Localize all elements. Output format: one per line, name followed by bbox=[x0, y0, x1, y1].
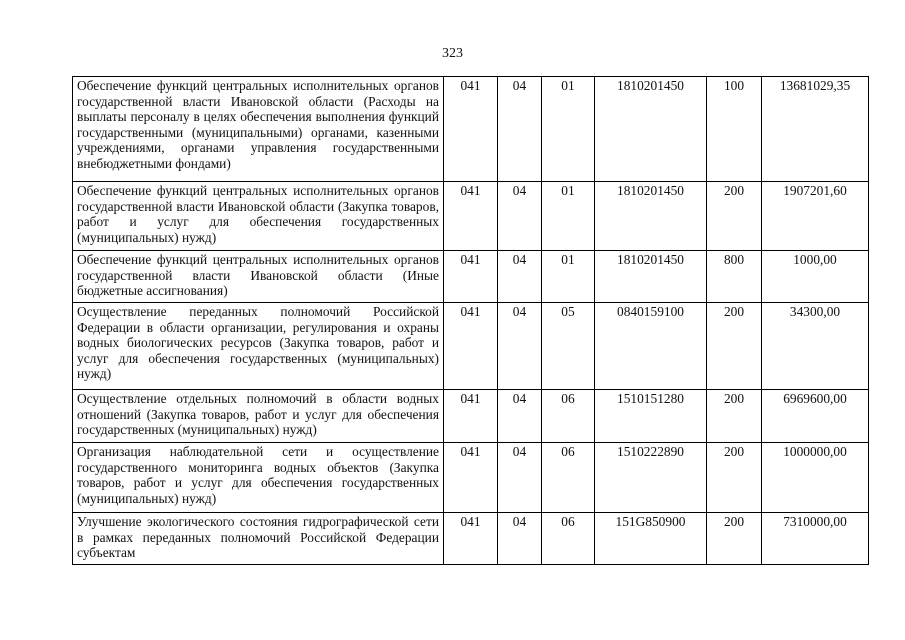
row-description: Обеспечение функций центральных исполнительных органов государственной власти Ивановской области (Закупка товаров, работ и услуг для обеспечения государственных (муниципальных) нужд) bbox=[73, 182, 444, 251]
ministry-code: 041 bbox=[444, 182, 498, 251]
ministry-code: 041 bbox=[444, 303, 498, 390]
budget-table bbox=[72, 76, 869, 565]
amount: 13681029,35 bbox=[762, 77, 869, 182]
subsection-code: 06 bbox=[542, 443, 595, 513]
target-article-code: 1810201450 bbox=[595, 77, 707, 182]
amount: 1000,00 bbox=[762, 251, 869, 303]
ministry-code: 041 bbox=[444, 513, 498, 565]
target-article-code: 1810201450 bbox=[595, 182, 707, 251]
expense-type-code: 200 bbox=[707, 513, 762, 565]
amount: 1907201,60 bbox=[762, 182, 869, 251]
ministry-code: 041 bbox=[444, 390, 498, 443]
table-row bbox=[73, 443, 869, 513]
section-code: 04 bbox=[498, 390, 542, 443]
target-article-code: 1810201450 bbox=[595, 251, 707, 303]
expense-type-code: 200 bbox=[707, 182, 762, 251]
row-description: Организация наблюдательной сети и осуществление государственного мониторинга водных объектов (Закупка товаров, работ и услуг для обеспечения государственных (муниципальных) нужд) bbox=[73, 443, 444, 513]
section-code: 04 bbox=[498, 303, 542, 390]
row-description: Обеспечение функций центральных исполнительных органов государственной власти Ивановской области (Расходы на выплаты персоналу в целях обеспечения выполнения функций государственными (муниципальными) органами, казенными учреждениями, органами управления государственными внебюджетными фондами) bbox=[73, 77, 444, 182]
target-article-code: 0840159100 bbox=[595, 303, 707, 390]
subsection-code: 06 bbox=[542, 513, 595, 565]
table-row bbox=[73, 513, 869, 565]
ministry-code: 041 bbox=[444, 251, 498, 303]
row-description: Обеспечение функций центральных исполнительных органов государственной власти Ивановской области (Иные бюджетные ассигнования) bbox=[73, 251, 444, 303]
section-code: 04 bbox=[498, 77, 542, 182]
target-article-code: 1510151280 bbox=[595, 390, 707, 443]
row-description: Улучшение экологического состояния гидрографической сети в рамках переданных полномочий Российской Федерации субъектам bbox=[73, 513, 444, 565]
ministry-code: 041 bbox=[444, 443, 498, 513]
table-row bbox=[73, 303, 869, 390]
table-row bbox=[73, 77, 869, 182]
amount: 1000000,00 bbox=[762, 443, 869, 513]
row-description: Осуществление переданных полномочий Российской Федерации в области организации, регулирования и охраны водных биологических ресурсов (Закупка товаров, работ и услуг для обеспечения государственных (муниципальных) нужд) bbox=[73, 303, 444, 390]
table-row bbox=[73, 251, 869, 303]
amount: 6969600,00 bbox=[762, 390, 869, 443]
page-number: 323 bbox=[442, 46, 463, 61]
table-row bbox=[73, 390, 869, 443]
target-article-code: 151G850900 bbox=[595, 513, 707, 565]
expense-type-code: 200 bbox=[707, 390, 762, 443]
section-code: 04 bbox=[498, 182, 542, 251]
amount: 34300,00 bbox=[762, 303, 869, 390]
table-body bbox=[73, 77, 869, 565]
ministry-code: 041 bbox=[444, 77, 498, 182]
subsection-code: 06 bbox=[542, 390, 595, 443]
subsection-code: 01 bbox=[542, 77, 595, 182]
subsection-code: 01 bbox=[542, 182, 595, 251]
expense-type-code: 100 bbox=[707, 77, 762, 182]
expense-type-code: 800 bbox=[707, 251, 762, 303]
table-row bbox=[73, 182, 869, 251]
subsection-code: 01 bbox=[542, 251, 595, 303]
expense-type-code: 200 bbox=[707, 303, 762, 390]
subsection-code: 05 bbox=[542, 303, 595, 390]
amount: 7310000,00 bbox=[762, 513, 869, 565]
section-code: 04 bbox=[498, 513, 542, 565]
target-article-code: 1510222890 bbox=[595, 443, 707, 513]
expense-type-code: 200 bbox=[707, 443, 762, 513]
section-code: 04 bbox=[498, 443, 542, 513]
row-description: Осуществление отдельных полномочий в области водных отношений (Закупка товаров, работ и услуг для обеспечения государственных (муниципальных) нужд) bbox=[73, 390, 444, 443]
section-code: 04 bbox=[498, 251, 542, 303]
